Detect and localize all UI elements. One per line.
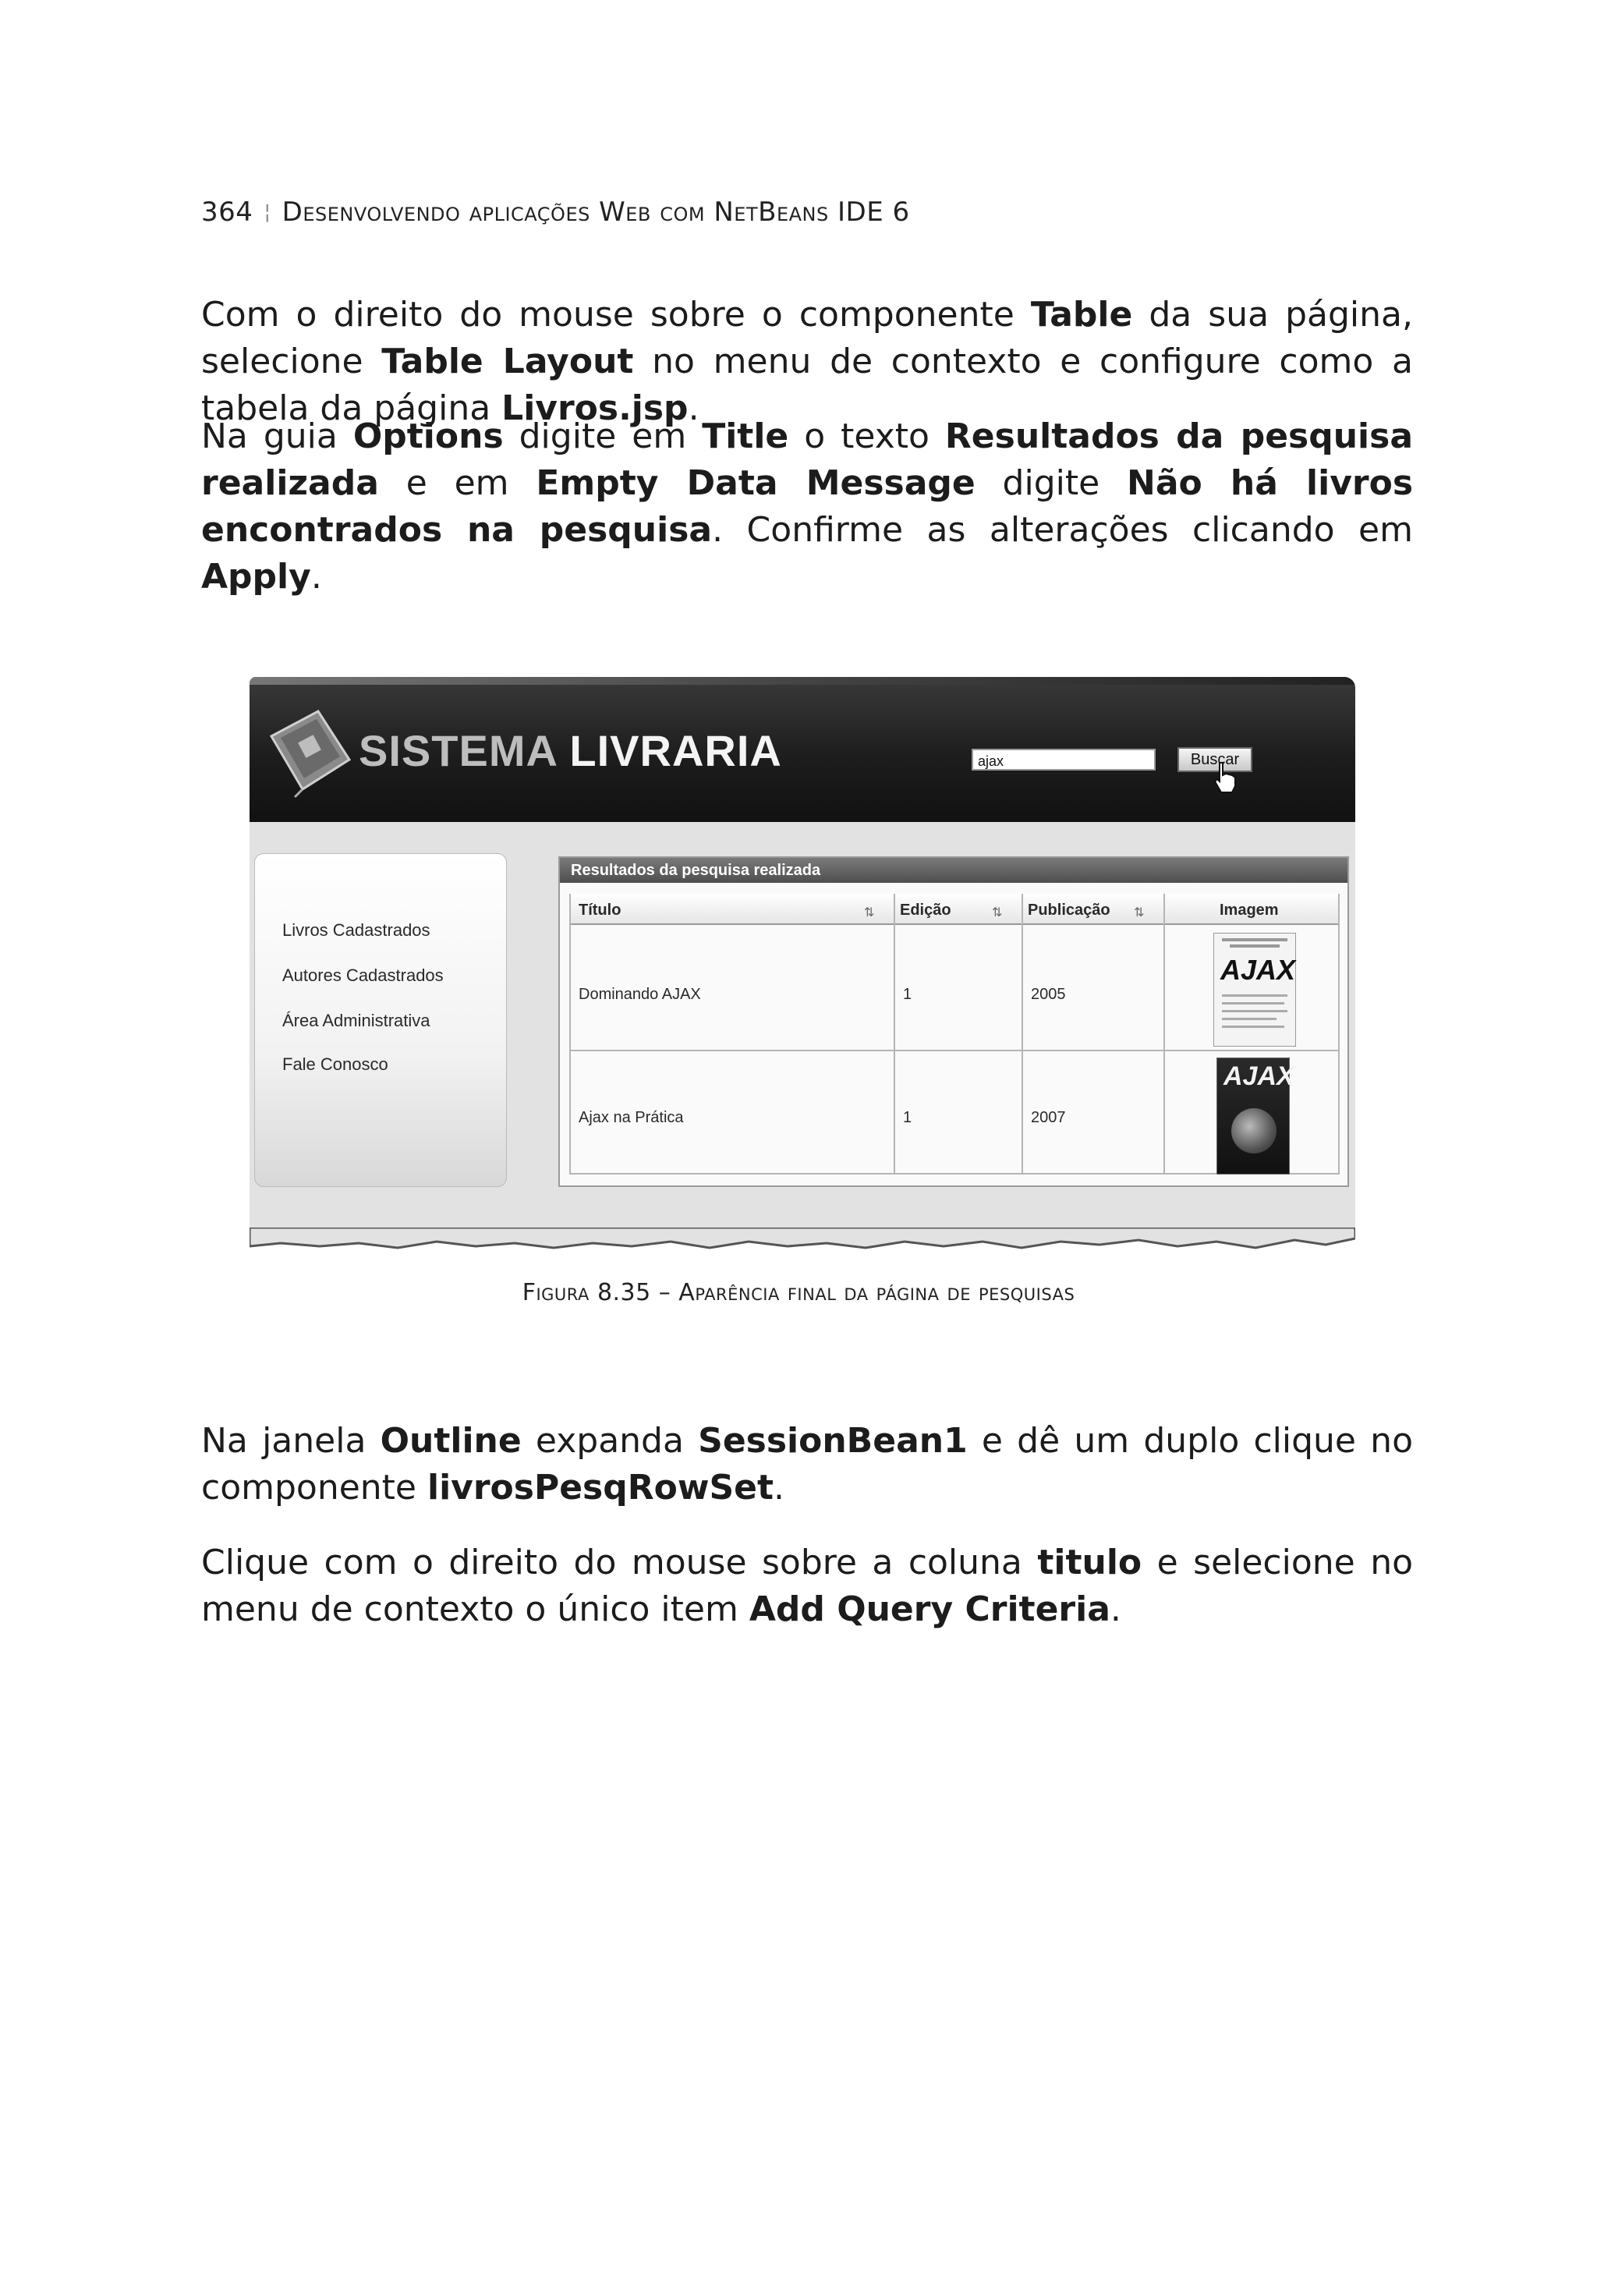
cell-edicao: 1 [903,1109,912,1126]
book-logo-icon [264,705,357,799]
grid-line [1163,894,1165,1175]
text: . [1110,1589,1121,1629]
search-button[interactable]: Buscar [1177,747,1252,772]
bold-term: Table Layout [381,342,634,381]
bold-term: Não há livros encontrados na pesquisa [201,463,1414,550]
figure-screenshot [250,677,1355,1238]
hand-cursor-icon [1210,760,1241,794]
cell-titulo: Dominando AJAX [579,986,701,1003]
column-header-titulo[interactable]: Título [579,902,621,919]
text: e dê um duplo clique no componente [201,1421,1413,1508]
cover-title: AJAX [1223,1061,1294,1091]
bold-term: Resultados da pesquisa realizada [201,416,1414,503]
cell-publicacao: 2005 [1031,986,1066,1003]
text: o texto [788,416,945,456]
paragraph-table-layout [201,292,1413,432]
cell-publicacao: 2007 [1031,1109,1066,1126]
site-title-part1: SISTEMA [359,726,557,775]
book-cover-image [1216,1058,1294,1175]
grid-line [569,1050,1340,1051]
book-title: Desenvolvendo aplicações Web com NetBeans IDE 6 [282,197,910,228]
book-cover-image [1213,933,1296,1047]
header-separator: ¦ [264,200,271,224]
text: Na janela [201,1421,381,1461]
nav-fale-conosco[interactable]: Fale Conosco [282,1054,388,1074]
site-title [359,725,782,776]
bold-term: Table [1030,295,1133,335]
sort-icon[interactable]: ⇅ [864,905,875,919]
grid-line [894,894,895,1175]
bold-term: Livros.jsp [501,388,689,428]
bold-term: Empty Data Message [536,463,976,503]
grid-line [1338,894,1340,1175]
text: digite [975,463,1127,503]
bold-term: Apply [201,557,311,597]
paragraph-options [201,413,1413,601]
nav-autores-cadastrados[interactable]: Autores Cadastrados [282,966,444,985]
paragraph-outline [201,1418,1413,1511]
table-title: Resultados da pesquisa realizada [560,858,1347,883]
text: Na guia [201,416,353,456]
text: e selecione no menu de contexto o único item [201,1543,1413,1629]
column-header-publicacao[interactable]: Publicação [1028,902,1110,919]
search-input[interactable]: ajax [972,749,1156,771]
sort-icon[interactable]: ⇅ [1134,905,1145,919]
text: . [774,1468,785,1508]
nav-area-administrativa[interactable]: Área Administrativa [282,1011,430,1030]
bold-term: Outline [380,1421,522,1461]
text: da sua página, selecione [201,295,1413,381]
bold-term: SessionBean1 [698,1421,968,1461]
text: e em [378,463,536,503]
bold-term: Title [702,416,789,456]
nav-livros-cadastrados[interactable]: Livros Cadastrados [282,920,430,940]
bold-term: Options [352,416,504,456]
text: Com o direito do mouse sobre o componente [201,295,1031,335]
bold-term: titulo [1037,1543,1142,1582]
text: Clique com o direito do mouse sobre a coluna [201,1543,1038,1582]
column-header-imagem: Imagem [1220,902,1279,919]
running-header [201,197,910,228]
bold-term: Add Query Criteria [749,1589,1110,1629]
grid-line [569,894,571,1175]
cover-title: AJAX [1220,954,1296,986]
site-banner [250,677,1355,822]
bold-term: livrosPesqRowSet [427,1468,774,1508]
sort-icon[interactable]: ⇅ [992,905,1003,919]
text: no menu de contexto e configure como a tabela da página [201,342,1413,428]
cell-edicao: 1 [903,986,912,1003]
column-header-edicao[interactable]: Edição [900,902,951,919]
text: expanda [521,1421,699,1461]
figure-caption: Figura 8.35 – Aparência final da página de pesquisas [522,1279,1075,1306]
cell-titulo: Ajax na Prática [579,1109,684,1126]
paragraph-query-criteria [201,1540,1413,1633]
text: . Confirme as alterações clicando em [712,510,1413,550]
page-number: 364 [201,197,253,228]
torn-edge [250,1228,1355,1259]
grid-line [1022,894,1023,1175]
banner-stripe [250,677,1355,685]
text: . [310,557,322,597]
text: digite em [503,416,703,456]
site-title-part2: LIVRARIA [569,726,782,775]
text: . [688,388,699,428]
